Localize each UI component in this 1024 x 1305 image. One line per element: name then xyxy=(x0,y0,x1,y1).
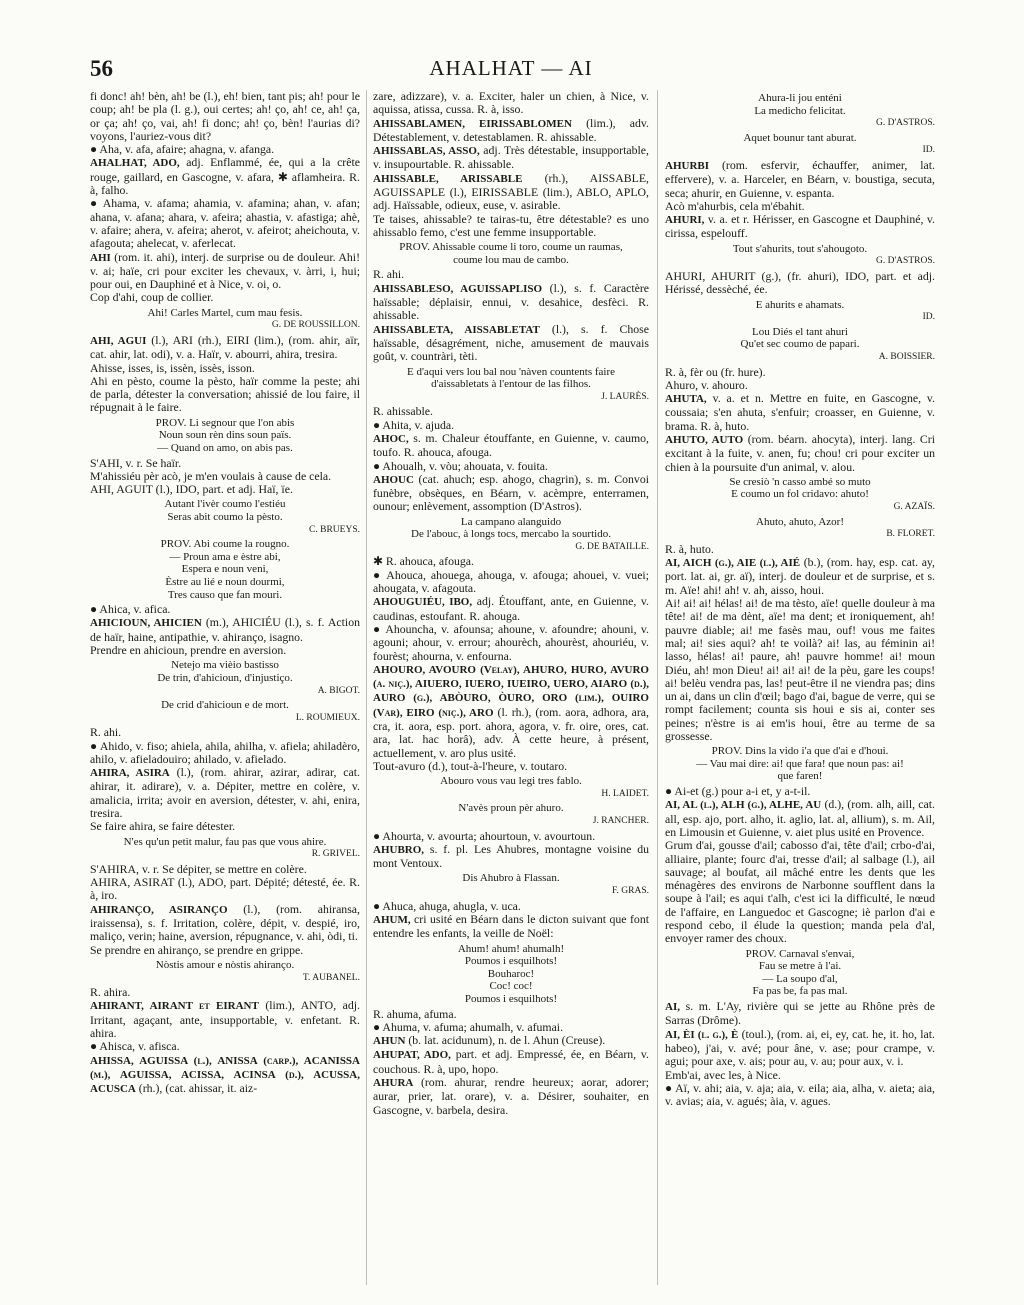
entry-body: (b. lat. acidunum), n. de l. Ahun (Creuse). xyxy=(408,1033,606,1048)
entry-body: part. et adj. Empressé, ée, en Béarn, v. couchous. R. à, upo, hopo. xyxy=(373,1047,649,1076)
dictionary-entry xyxy=(373,843,649,871)
entry-body: (m.), AHICIÉU (l.), s. f. Action de haïr, haine, antipathie, v. ahiranço, isagno. xyxy=(90,615,360,644)
headword: AHI xyxy=(90,251,111,264)
entry-text xyxy=(90,90,360,143)
quote-source: F. GRAS. xyxy=(612,886,649,897)
entry-text xyxy=(665,839,935,945)
headword: AHISSABLAS, ASSO, xyxy=(373,145,480,158)
entry-body: ● Aï, v. ahi; aia, v. aja; aia, v. eila; aia, alha, v. aieta; aia, v. avias; aia, v. agués; àia, v. agues. xyxy=(665,1080,935,1109)
quotation xyxy=(665,92,935,130)
entry-text xyxy=(90,375,360,415)
headword: AHISSABLAMEN, EIRISSABLOMEN xyxy=(373,117,572,130)
dictionary-entry xyxy=(665,433,935,474)
page-header xyxy=(90,56,932,86)
entry-body: Grum d'ai, gousse d'ail; cabosso d'ai, tête d'ail; crbo-d'ai, alliaire, plante; fourc d'ai, tresse d'ail; al salbage (l.), ail sauvage; al boufat, ail mâché entre les dents que les ménagères des environs de Narbonne soufflent dans la soupe à l'ail; es aqui t'alh, c'est ici la difficulté, le nœud de l'affaire, en Languedoc et Gascogne; iè parlon d'ai e respond cebo, il élude la question; manda pela d'al, envoyer ramer des choux. xyxy=(665,838,935,946)
entry-text xyxy=(373,555,649,568)
quote-line: Seras abit coumo la pèsto. xyxy=(167,510,283,523)
quotation xyxy=(90,307,360,332)
quote-line: Abouro vous vau legi tres fablo. xyxy=(440,775,582,788)
entry-body: (b.), (rom. hay, esp. cat. ay, port. lat. ai, gr. aï), interj. de douleur et de surprise, et s. m. Aïe! ahi! ah! v. ah, aisso, houi. xyxy=(665,555,935,597)
dictionary-entry xyxy=(90,616,360,644)
entry-body: ● Ahisca, v. afisca. xyxy=(90,1039,180,1054)
dictionary-entry xyxy=(90,903,360,944)
entry-body: (l. rh.), (rom. aora, adhora, ara, cra, it. aora, esp. port. ahora, agora, v. fr. oire, ores, cat. ara, lat. hac horâ), adv. À cette heure, à présent, actuellement, v. aro plus usité. xyxy=(373,704,649,760)
entry-text xyxy=(665,366,935,379)
entry-text xyxy=(90,483,360,496)
entry-body: v. a. et n. Mettre en fuite, en Gascogne, v. coussaia; s'en ahuta, s'enfuir; croasser, en Guienne, v. brama. R. à, huto. xyxy=(665,391,935,433)
quote-line: — La soupo d'al, xyxy=(762,972,838,985)
quote-source: C. BRUEYS. xyxy=(309,524,360,535)
entry-body: adj. Très détestable, insupportable, v. insupourtable. R. ahissable. xyxy=(373,143,649,172)
quote-source: J. RANCHER. xyxy=(592,816,649,826)
entry-body: Ahuro, v. ahouro. xyxy=(665,377,748,392)
quote-line: — Quand on amo, on abis pas. xyxy=(157,441,293,454)
entry-text xyxy=(90,726,360,739)
quote-line: Èstre au lié e noun dourmi, xyxy=(165,575,285,588)
quote-line: que faren! xyxy=(777,770,823,783)
headword: AHI, AGUI xyxy=(90,334,147,347)
entry-body: ● Ahourta, v. avourta; ahourtoun, v. avourtoun. xyxy=(373,828,596,843)
entry-body: (l.), s. f. Chose haïssable, désagrément, niche, amusement de mauvais goût, v. countràri, tèti. xyxy=(373,321,649,364)
dictionary-entry xyxy=(373,432,649,460)
quotation xyxy=(373,516,649,554)
quote-source: ID. xyxy=(922,145,935,156)
headword: AI, AL (l.), ALH (g.), ALHE, AU xyxy=(665,799,822,812)
quote-line: Espera e noun veni, xyxy=(181,563,269,576)
entry-body: (rom. ahurar, rendre heureux; aorar, adorer; aurar, prier, lat. orare), v. a. Désirer, souhaiter, en Gascogne, v. barbela, desira. xyxy=(373,1075,649,1117)
entry-body: ● Ahita, v. ajuda. xyxy=(373,417,455,432)
headword: AHUN xyxy=(373,1035,406,1048)
entry-body: s. m. Chaleur étouffante, en Guienne, v. caumo, toufo. R. ahouca, afouga. xyxy=(373,430,649,460)
entry-text xyxy=(373,830,649,843)
quotation xyxy=(90,836,360,861)
headword: AI, ÈI (l. g.), È xyxy=(665,1028,739,1041)
entry-body: Te taises, ahissable? te tairas-tu, être détestable? es uno ahissablo femo, c'est une femme insupportable. xyxy=(373,211,649,239)
quote-line: N'avès proun pèr ahuro. xyxy=(458,802,564,815)
entry-text xyxy=(90,143,360,156)
headword: AHURBI xyxy=(665,159,710,172)
headword: AHUTO, AUTO xyxy=(665,433,744,446)
entry-body: (toul.), (rom. ai, ei, ey, cat. he, it. ho, lat. habeo), j'ai, v. avé; pour âne, v. ase; pour crampe, v. agui; pour axe, v. ais; pour au, v. au; pour aux, v. i. xyxy=(665,1026,935,1069)
quote-line: De l'abouc, à longs tocs, mercabo la sourtido. xyxy=(411,528,611,541)
entry-text xyxy=(90,457,360,470)
quote-line: De trin, d'ahicioun, d'injustiço. xyxy=(157,671,293,684)
quote-source: R. GRIVEL. xyxy=(311,849,360,860)
quote-line: Ahum! ahum! ahumalh! xyxy=(457,942,565,955)
entry-body: (l.), (rom. ahirar, azirar, adirar, cat. ahirar, it. adirare), v. a. Dépiter, mettre en colère, v. amalicia, irrita; avoir en aversion, détester, v. ahi, enira, tresira. xyxy=(90,765,360,821)
dictionary-entry xyxy=(373,282,649,323)
quotation xyxy=(665,516,935,541)
column-rule xyxy=(366,90,367,1285)
dictionary-entry xyxy=(373,595,649,623)
entry-text xyxy=(373,90,649,117)
entry-text xyxy=(90,644,360,657)
quote-line: Tout s'ahurits, tout s'ahougoto. xyxy=(732,242,868,255)
entry-body: ● Aha, v. afa, afaire; ahagna, v. afanga. xyxy=(90,142,275,157)
quote-source: G. AZAÏS. xyxy=(893,502,935,513)
entry-text xyxy=(373,760,649,773)
headword: AHOUC xyxy=(373,473,414,486)
entry-text xyxy=(665,379,935,392)
headword: AHUBRO, xyxy=(373,843,425,856)
quotation xyxy=(665,476,935,514)
quotation xyxy=(665,132,935,157)
quotation xyxy=(373,366,649,404)
quotation xyxy=(373,241,649,266)
quote-line: Poumos i esquilhots! xyxy=(464,992,558,1005)
dictionary-entry xyxy=(90,334,360,362)
headword: AHICIOUN, AHICIEN xyxy=(90,617,202,630)
entry-body: fi donc! ah! bèn, ah! be (l.), eh! bien, tant pis; ah! pour le coup; ah! be pla (l. g.), oui certes; ah! ço, ah! ce, ah! ça, or ça; ah! ço, vai, ah! fi donc; ah! ço, bèn! l'aurias di? voyons, l'auriez-vous dit? xyxy=(90,90,360,143)
quotation xyxy=(90,498,360,536)
entry-body: ● Ahuma, v. afuma; ahumalh, v. afumai. xyxy=(373,1019,564,1034)
quote-line: Ahuto, ahuto, Azor! xyxy=(756,515,844,528)
entry-body: ● Ahica, v. afica. xyxy=(90,602,171,617)
entry-body: Prendre en ahicioun, prendre en aversion. xyxy=(90,643,287,658)
entry-body: ✱ R. ahouca, afouga. xyxy=(373,554,474,569)
quote-line: La medicho felicitat. xyxy=(754,104,846,117)
entry-text xyxy=(665,1082,935,1109)
quotation xyxy=(665,745,935,783)
quote-line: Autant l'ivèr coumo l'estiéu xyxy=(164,498,286,511)
entry-text xyxy=(373,569,649,596)
entry-body: ● Ahouncha, v. afounsa; ahoune, v. afoundre; ahouni, v. agouni; ahour, v. errour; ahourèch, ahourèst, ahouriéu, v. fourèst; ahourna, v. enfourna. xyxy=(373,621,649,663)
entry-body: ● Ahouca, ahouega, ahouga, v. afouga; ahouei, v. vuei; ahougata, v. afagouta. xyxy=(373,567,649,596)
entry-body: s. m. L'Ay, rivière qui se jette au Rhône près de Sarras (Drôme). xyxy=(665,999,935,1028)
headword: AI, xyxy=(665,1001,680,1014)
quote-line: PROV. Dins la vido i'a que d'ai e d'houi. xyxy=(711,745,889,758)
entry-body: S'AHI, v. r. Se haïr. xyxy=(90,455,182,470)
entry-body: Ahisse, isses, is, issèn, issès, isson. xyxy=(90,360,255,375)
dictionary-entry xyxy=(90,766,360,820)
quote-line: De crid d'ahicioun e de mort. xyxy=(161,699,289,712)
quote-source: J. LAURÈS. xyxy=(601,391,649,402)
entry-text xyxy=(90,740,360,767)
entry-body: (rom. béarn. ahocyta), interj. lang. Cri excitant à la fuite, v. anen, fu; chou! cri pour exciter un chien à la poursuite d'un animal, v. alou. xyxy=(665,431,935,474)
entry-body: AHIRA, ASIRAT (l.), ADO, part. Dépité; détesté, ée. R. à, iro. xyxy=(90,875,360,903)
quotation xyxy=(90,538,360,601)
dictionary-entry xyxy=(373,663,649,760)
dictionary-entry xyxy=(373,913,649,941)
entry-body: (rh.), AISSABLE, AGUISSAPLE (l.), EIRISSABLE (lim.), ABLO, APLO, adj. Haïssable, odieux, euse, v. asirable. xyxy=(373,170,649,213)
dictionary-entry xyxy=(373,1034,649,1048)
entry-body: R. ahira. xyxy=(90,985,131,1000)
headword: AHIRANT, AIRANT et EIRANT xyxy=(90,1000,259,1013)
quote-line: Dis Ahubro à Flassan. xyxy=(462,872,560,885)
quote-line: d'aissabletats à l'entour de las filhos. xyxy=(431,378,591,391)
column-1 xyxy=(90,90,360,1290)
dictionary-entry xyxy=(90,251,360,292)
entry-body: Acò m'ahurbis, cela m'ébahit. xyxy=(665,198,805,213)
entry-body: Ahi en pèsto, coume la pèsto, haïr comme la peste; ahi de parla, détester la conversation; ahissié de lou faire, il répugnait à le faire. xyxy=(90,373,360,415)
quote-line: PROV. Li segnour que l'on abis xyxy=(155,416,295,429)
entry-text xyxy=(90,291,360,304)
entry-text xyxy=(373,213,649,240)
dictionary-entry xyxy=(373,1076,649,1117)
entry-text xyxy=(90,603,360,616)
entry-body: Tout-avuro (d.), tout-à-l'heure, v. toutaro. xyxy=(373,758,568,773)
quote-line: Lou Diés el tant ahuri xyxy=(752,325,848,338)
quote-source: G. D'ASTROS. xyxy=(876,118,935,129)
entry-text xyxy=(90,470,360,483)
quote-source: G. D'ASTROS. xyxy=(876,256,935,267)
quote-source: G. DE ROUSSILLON. xyxy=(271,320,360,331)
quote-line: Coc! coc! xyxy=(489,980,533,993)
entry-body: (cat. ahuch; esp. ahogo, chagrin), s. m. Convoi funèbre, obsèques, en Béarn, v. acèmpre, enterramen, ounour; enlèvement, assomption (D'Astros). xyxy=(373,471,649,514)
quote-line: Fau se metre à l'ai. xyxy=(758,960,842,973)
entry-body: (l.), ARI (rh.), EIRI (lim.), (rom. ahir, aïr, cat. ahir, lat. odi), v. a. Haïr, v. abourri, ahira, tresira. xyxy=(90,332,360,362)
entry-body: Ai! ai! ai! hélas! ai! de ma tèsto, aïe! quelle douleur à ma tête! ai! de ma dènt, aïe! ma dent; et ironiquement, ah! pauvre diable; ai! me fasès mau, ouf! vous me faites mal; ai! sies aqui? ah! te voilà? ai! las, au féminin ai! lasso, hélas! ai! paure, ah! pauvre homme! ai! moun Diéu, ah! mon Dieu! ai! ai! ai! de la pèu, gare les coups! ai! belèu vendra pas, las! peut-être il ne viendra pas; dins un ai, dans un clin d'œil; bago d'ai, bague de verre, qui se rompt facilement; counta sis houi e sis ai, conter ses peines; n'èstre is ai em'is houi, être au terme de sa grossesse. xyxy=(665,596,935,743)
headword: AHURA xyxy=(373,1077,414,1090)
quotation xyxy=(665,326,935,364)
entry-body: R. à, huto. xyxy=(665,541,714,556)
dictionary-entry xyxy=(665,556,935,597)
quote-source: G. DE BATAILLE. xyxy=(575,541,649,552)
dictionary-entry xyxy=(90,156,360,197)
dictionary-entry xyxy=(665,798,935,839)
entry-body: S'AHIRA, v. r. Se dépiter, se mettre en colère. xyxy=(90,861,307,876)
dictionary-entry xyxy=(665,159,935,200)
headword: AHIRANÇO, ASIRANÇO xyxy=(90,903,228,916)
entry-body: v. a. et r. Hérisser, en Gascogne et Dauphiné, v. cirissa, espelouff. xyxy=(665,212,935,241)
dictionary-entry xyxy=(665,1000,935,1028)
headword: AHISSABLETA, AISSABLETAT xyxy=(373,323,540,336)
dictionary-entry xyxy=(90,999,360,1040)
entry-body: Cop d'ahi, coup de collier. xyxy=(90,290,214,305)
quote-line: Ahura-li jou enténi xyxy=(758,92,842,104)
entry-body: s. f. pl. Les Ahubres, montagne voisine du mont Ventoux. xyxy=(373,841,649,871)
entry-body: R. ahi. xyxy=(90,725,122,740)
headword: AHOUGUIÉU, IBO, xyxy=(373,596,473,609)
quote-line: Fa pas be, fa pas mal. xyxy=(752,985,848,998)
quotation xyxy=(665,948,935,998)
entry-body: (d.), (rom. alh, aill, cat. all, esp. ajo, port. alho, it. aglio, lat. al, allium), s. m. Ail, en Limousin et Guienne, v. aiet plus usité en Provence. xyxy=(665,797,935,839)
headword: AHOC, xyxy=(373,432,409,445)
entry-body: (lim.), ANTO, adj. Irritant, agaçant, ante, insupportable, v. enfetant. R. ahira. xyxy=(90,998,360,1041)
quote-line: Nòstis amour e nòstis ahiranço. xyxy=(155,958,295,971)
entry-text xyxy=(373,900,649,913)
quotation xyxy=(90,417,360,455)
dictionary-entry xyxy=(373,323,649,364)
entry-text xyxy=(90,944,360,957)
quote-line: Netejo ma vièio bastisso xyxy=(171,659,279,672)
quote-source: B. FLORET. xyxy=(886,529,935,540)
headword: AHISSABLE, ARISSABLE xyxy=(373,172,523,185)
quote-line: PROV. Abi coume la rougno. xyxy=(160,538,290,551)
quotation xyxy=(90,699,360,724)
headword: AHOURO, AVOURO (Velay), AHURO, HURO, AVURO (a. niç.), AIUERO, IUERO, IUEIRO, UERO, AIARO (d.), AURO (g.), ABÒURO, ÒURO, ORO (lim.), OUIRO (Var), EIRO (niç.), ARO xyxy=(373,663,649,719)
headword: AHUPAT, ADO, xyxy=(373,1049,451,1062)
entry-body: R. à, fèr ou (fr. hure). xyxy=(665,364,766,379)
quote-source: A. BIGOT. xyxy=(317,685,360,696)
entry-text xyxy=(90,876,360,903)
headword: AI, AICH (g.), AIE (l.), AIÉ xyxy=(665,557,801,570)
entry-body: (lim.), adv. Détestablement, v. detestablamen. R. ahissable. xyxy=(373,115,649,144)
entry-body: R. ahuma, afuma. xyxy=(373,1006,457,1021)
entry-body: adj. Étouffant, ante, en Guienne, v. caudinas, estoufant. R. ahouga. xyxy=(373,594,649,623)
dictionary-entry xyxy=(373,172,649,213)
entry-body: ● Ahama, v. afama; ahamia, v. afamina; ahan, v. afan; ahana, v. afana; ahara, v. afeira; ahastia, v. afastiga; ahè, v. afaire; ahera, v. afeira; aherot, v. afeirot; aheichouta, v. afagouta; ahelecat, v. aferlecat. xyxy=(90,196,360,251)
quotation xyxy=(90,959,360,984)
quote-line: Ahi! Carles Martel, cum mau fesis. xyxy=(147,306,303,319)
quote-line: — Vau mai dire: ai! que fara! que noun pas: ai! xyxy=(696,757,904,770)
entry-text xyxy=(373,623,649,663)
dictionary-entry xyxy=(90,1054,360,1097)
dictionary-entry xyxy=(665,392,935,433)
headword: AHUM, xyxy=(373,913,411,926)
entry-body: Se prendre en ahiranço, se prendre en grippe. xyxy=(90,942,304,957)
quote-line: La campano alanguido xyxy=(460,515,562,528)
quotation xyxy=(373,943,649,1006)
headword: AHALHAT, ADO, xyxy=(90,157,180,170)
dictionary-entry xyxy=(373,117,649,145)
quote-source: H. LAIDET. xyxy=(601,788,649,799)
entry-text xyxy=(373,268,649,281)
quotation xyxy=(90,659,360,697)
entry-body: R. ahissable. xyxy=(373,404,433,419)
quote-line: PROV. Carnaval s'envai, xyxy=(745,947,855,960)
entry-body: (l.), (rom. ahiransa, iraissensa), s. f. Irritation, colère, dépit, v. despié, iro, maliço, verin; haine, aversion, répugnance, v. ahi, òdi, ti. xyxy=(90,901,360,944)
column-2 xyxy=(373,90,649,1290)
entry-body: ● Ahoualh, v. vòu; ahouata, v. fouita. xyxy=(373,458,548,473)
quote-source: A. BOISSIER. xyxy=(878,351,935,362)
headword: AHUTA, xyxy=(665,393,707,406)
entry-text xyxy=(373,419,649,432)
quote-line: E d'aqui vers lou bal nou 'nàven countents faire xyxy=(406,365,615,378)
headword: AHIRA, ASIRA xyxy=(90,767,170,780)
headword: AHISSA, AGUISSA (l.), ANISSA (carp.), ACANISSA (m.), AGUISSA, ACISSA, ACINSA (d.), ACUSSA, ACUSCA xyxy=(90,1054,360,1096)
dictionary-entry xyxy=(373,144,649,172)
running-head: AHALHAT — AI xyxy=(429,56,593,80)
quotation xyxy=(373,872,649,897)
quote-line: Qu'et sec coumo de papari. xyxy=(740,338,860,351)
quotation xyxy=(665,243,935,268)
quote-line: Bouharoc! xyxy=(487,967,535,980)
entry-text xyxy=(665,200,935,213)
entry-body: AHI, AGUIT (l.), IDO, part. et adj. Haï, ïe. xyxy=(90,482,293,497)
entry-body: (l.), s. f. Caractère haïssable; déplaisir, ennui, v. desahice, desfèci. R. ahissable. xyxy=(373,280,649,323)
entry-text xyxy=(90,863,360,876)
column-rule xyxy=(657,90,658,1285)
entry-body: cri usité en Béarn dans le dicton suivant que font entendre les enfants, la veille de Noël: xyxy=(373,911,649,941)
entry-text xyxy=(665,597,935,743)
quote-line: Tres causo que fan mouri. xyxy=(167,588,283,601)
dictionary-entry xyxy=(373,1048,649,1076)
entry-body: ● Ahido, v. fiso; ahiela, ahila, ahilha, v. afiela; ahiladèro, ahilo, v. afieladouiro; ahilado, v. afielado. xyxy=(90,738,360,766)
quote-line: coume lou mau de cambo. xyxy=(453,253,569,266)
quote-source: T. AUBANEL. xyxy=(302,972,360,983)
entry-text xyxy=(665,785,935,798)
entry-body: Se faire ahira, se faire détester. xyxy=(90,819,236,834)
quote-line: E ahurits e ahamats. xyxy=(755,298,845,311)
quote-line: Se cresiò 'n casso ambé so muto xyxy=(729,475,871,488)
entry-text xyxy=(373,460,649,473)
entry-text xyxy=(665,1069,935,1082)
quotation xyxy=(373,802,649,827)
headword: AHURI, xyxy=(665,214,705,227)
entry-body: Emb'ai, avec les, à Nice. xyxy=(665,1067,781,1082)
quote-line: Aquet bounur tant aburat. xyxy=(743,131,857,144)
entry-text xyxy=(373,405,649,418)
quote-source: ID. xyxy=(922,312,935,323)
entry-body: AHURI, AHURIT (g.), (fr. ahuri), IDO, part. et adj. Hérissé, dessèché, ée. xyxy=(665,268,935,297)
quote-line: Poumos i esquilhots! xyxy=(464,955,558,968)
entry-text xyxy=(90,986,360,999)
entry-text xyxy=(665,270,935,297)
entry-text xyxy=(90,820,360,833)
quote-line: N'es qu'un petit malur, fau pas que vous ahire. xyxy=(123,835,327,848)
quote-line: — Proun ama e èstre abi, xyxy=(169,550,281,563)
quote-line: PROV. Ahissable coume li toro, coume un raumas, xyxy=(399,241,623,254)
dictionary-entry xyxy=(373,473,649,514)
entry-body: (rh.), (cat. ahissar, it. aiz- xyxy=(138,1081,258,1096)
entry-body: ● Ahuca, ahuga, ahugla, v. uca. xyxy=(373,898,521,913)
column-3 xyxy=(665,90,935,1290)
entry-body: ● Ai-et (g.) pour a-i et, y a-t-il. xyxy=(665,784,811,799)
entry-text xyxy=(373,1021,649,1034)
entry-text xyxy=(90,362,360,375)
dictionary-entry xyxy=(665,1028,935,1069)
quote-line: E coumo un fol cridavo: ahuto! xyxy=(731,488,869,501)
entry-text xyxy=(90,197,360,250)
quote-line: Noun soun rèn dins soun païs. xyxy=(158,429,292,442)
page-number: 56 xyxy=(90,56,113,81)
headword: AHISSABLESO, AGUISSAPLISO xyxy=(373,282,543,295)
dictionary-entry xyxy=(665,213,935,241)
quote-source: L. ROUMIEUX. xyxy=(295,712,360,723)
quotation xyxy=(373,775,649,800)
entry-text xyxy=(665,543,935,556)
entry-text xyxy=(90,1040,360,1053)
entry-body: M'ahissiéu pèr acò, je m'en voulais à cause de cela. xyxy=(90,468,332,483)
entry-text xyxy=(373,1008,649,1021)
quotation xyxy=(665,299,935,324)
entry-body: R. ahi. xyxy=(373,267,405,282)
entry-body: (rom. it. ahi), interj. de surprise ou de douleur. Ahi! v. ai; haïe, cri pour exciter les chevaux, v. àrri, i, hui; pour oui, en Dauphiné et à Nice, v. oi, o. xyxy=(90,249,360,292)
entry-body: adj. Enflammé, ée, qui a la crête rouge, gaillard, en Gascogne, v. afara, ✱ aflamheira. R. à, falho. xyxy=(90,155,360,198)
entry-body: (rom. esfervir, échauffer, animer, lat. effervere), v. a. Harceler, en Béarn, v. boustiga, secuta, seca; ahurir, en Guienne, v. espanta. xyxy=(665,157,935,200)
entry-body: zare, adizzare), v. a. Exciter, haler un chien, à Nice, v. aquissa, atissa, cussa. R. à, isso. xyxy=(373,90,649,117)
